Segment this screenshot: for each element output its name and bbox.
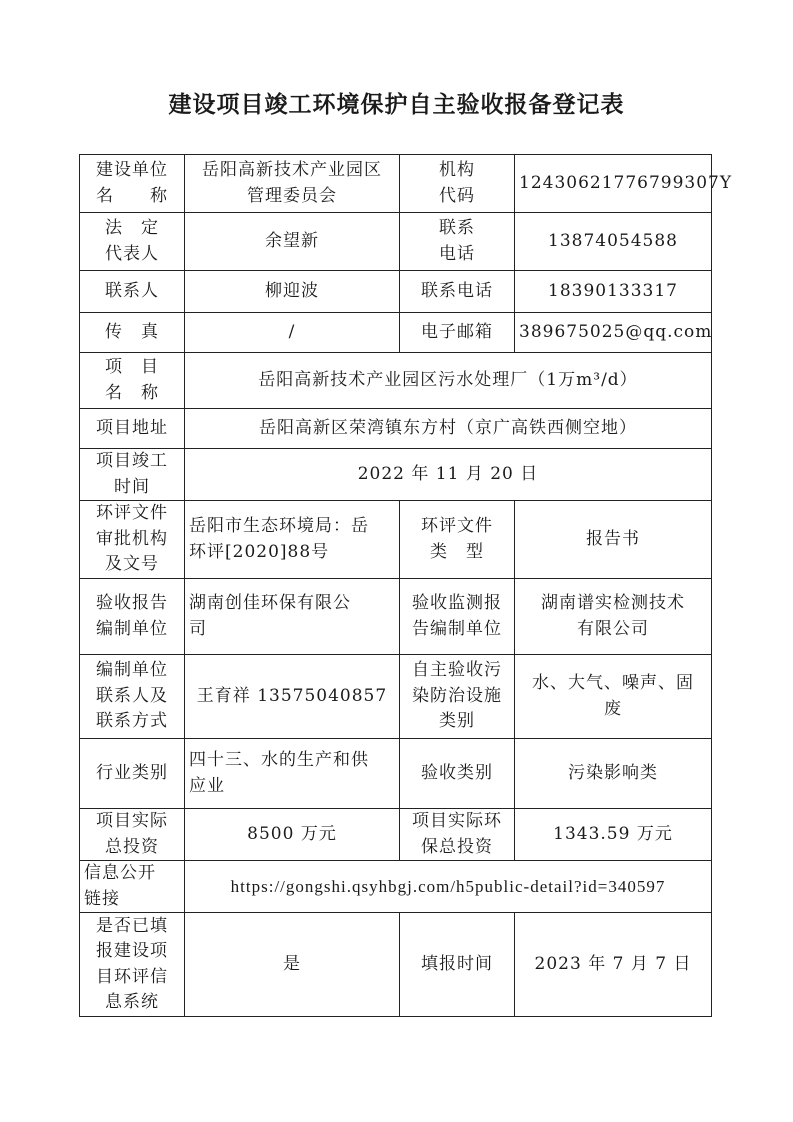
page-title: 建设项目竣工环境保护自主验收报备登记表 [168, 92, 625, 118]
table-row [80, 213, 712, 271]
completion-value: 2022 年 11 月 20 日 [185, 449, 712, 501]
table-row [80, 579, 712, 655]
table-row [80, 353, 712, 409]
fill-time-label: 填报时间 [400, 913, 515, 1017]
info-link-value[interactable]: https://gongshi.qsyhbgj.com/h5public-detail?id=340597 [185, 861, 712, 913]
org-code-label: 机构 代码 [400, 155, 515, 213]
acceptance-type-value: 污染影响类 [515, 739, 712, 809]
compiler-label: 编制单位 联系人及 联系方式 [80, 655, 185, 739]
total-invest-label: 项目实际 总投资 [80, 809, 185, 861]
org-code-value: 12430621776799307Y [515, 155, 712, 213]
table-row [80, 809, 712, 861]
unit-value: 岳阳高新技术产业园区 管理委员会 [185, 155, 400, 213]
completion-label: 项目竣工 时间 [80, 449, 185, 501]
phone1-value: 13874054588 [515, 213, 712, 271]
email-value: 389675025@qq.com [515, 313, 712, 353]
phone2-value: 18390133317 [515, 271, 712, 313]
phone1-label: 联系 电话 [400, 213, 515, 271]
table-row [80, 449, 712, 501]
fax-label: 传 真 [80, 313, 185, 353]
eia-type-value: 报告书 [515, 501, 712, 579]
monitor-unit-value: 湖南谱实检测技术 有限公司 [515, 579, 712, 655]
industry-label: 行业类别 [80, 739, 185, 809]
facility-type-value: 水、大气、噪声、固 废 [515, 655, 712, 739]
report-unit-value: 湖南创佳环保有限公 司 [185, 579, 400, 655]
industry-value: 四十三、水的生产和供 应业 [185, 739, 400, 809]
table-row [80, 655, 712, 739]
table-row [80, 271, 712, 313]
address-value: 岳阳高新区荣湾镇东方村（京广高铁西侧空地） [185, 409, 712, 449]
legal-rep-label: 法 定 代表人 [80, 213, 185, 271]
eia-org-label: 环评文件 审批机构 及文号 [80, 501, 185, 579]
env-invest-value: 1343.59 万元 [515, 809, 712, 861]
table-row [80, 409, 712, 449]
legal-rep-value: 余望新 [185, 213, 400, 271]
env-invest-label: 项目实际环 保总投资 [400, 809, 515, 861]
table-row [80, 861, 712, 913]
total-invest-value: 8500 万元 [185, 809, 400, 861]
monitor-unit-label: 验收监测报 告编制单位 [400, 579, 515, 655]
info-link-label: 信息公开 链接 [80, 861, 185, 913]
project-name-label: 项 目 名 称 [80, 353, 185, 409]
filled-label: 是否已填 报建设项 目环评信 息系统 [80, 913, 185, 1017]
project-name-value: 岳阳高新技术产业园区污水处理厂（1万m³/d） [185, 353, 712, 409]
table-row [80, 913, 712, 1017]
report-unit-label: 验收报告 编制单位 [80, 579, 185, 655]
contact-value: 柳迎波 [185, 271, 400, 313]
registration-form-table [79, 154, 733, 1017]
facility-type-label: 自主验收污 染防治设施 类别 [400, 655, 515, 739]
table-row [80, 313, 712, 353]
email-label: 电子邮箱 [400, 313, 515, 353]
phone2-label: 联系电话 [400, 271, 515, 313]
eia-type-label: 环评文件 类 型 [400, 501, 515, 579]
table-row [80, 155, 712, 213]
filled-value: 是 [185, 913, 400, 1017]
table-row [80, 739, 712, 809]
table-row [80, 501, 712, 579]
compiler-value: 王育祥 13575040857 [185, 655, 400, 739]
eia-org-value: 岳阳市生态环境局：岳 环评[2020]88号 [185, 501, 400, 579]
unit-label: 建设单位 名 称 [80, 155, 185, 213]
fax-value: / [185, 313, 400, 353]
fill-time-value: 2023 年 7 月 7 日 [515, 913, 712, 1017]
address-label: 项目地址 [80, 409, 185, 449]
acceptance-type-label: 验收类别 [400, 739, 515, 809]
contact-label: 联系人 [80, 271, 185, 313]
